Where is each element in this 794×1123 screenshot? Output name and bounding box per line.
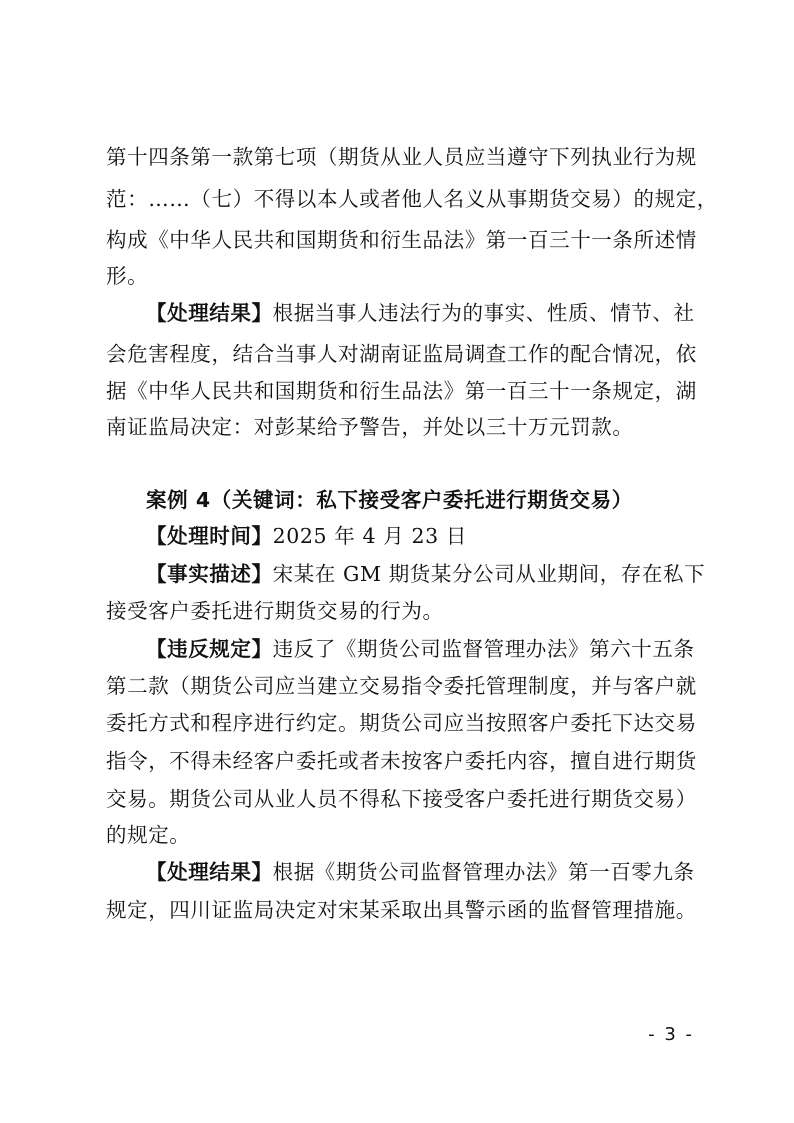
result-text: 根据《期货公司监督管理办法》第一百零九条 — [272, 860, 695, 884]
paragraph-line: 的规定。 — [106, 823, 191, 847]
paragraph-line: 形。 — [106, 264, 149, 288]
paragraph-line: 据《中华人民共和国期货和衍生品法》第一百三十一条规定，湖 — [106, 379, 697, 403]
time-value: 2025 年 4 月 23 日 — [272, 524, 467, 548]
paragraph-line: 范：……（七）不得以本人或者他人名义从事期货交易）的规定， — [106, 187, 718, 211]
result-label: 【处理结果】 — [146, 860, 273, 884]
paragraph-line: 规定，四川证监局决定对宋某采取出具警示函的监督管理措施。 — [106, 898, 697, 922]
paragraph-line: 第二款（期货公司应当建立交易指令委托管理制度，并与客户就 — [106, 674, 697, 698]
paragraph-line: 南证监局决定：对彭某给予警告，并处以三十万元罚款。 — [106, 415, 634, 439]
paragraph-line: 委托方式和程序进行约定。期货公司应当按照客户委托下达交易 — [106, 711, 697, 735]
time-label: 【处理时间】 — [146, 524, 273, 548]
time-line — [146, 517, 694, 555]
paragraph-line: 指令，不得未经客户委托或者未按客户委托内容，擅自进行期货 — [106, 749, 697, 773]
violation-label: 【违反规定】 — [146, 637, 273, 661]
violation-text: 违反了《期货公司监督管理办法》第六十五条 — [272, 637, 695, 661]
paragraph-line: 交易。期货公司从业人员不得私下接受客户委托进行期货交易） — [106, 787, 697, 811]
paragraph-line: 构成《中华人民共和国期货和衍生品法》第一百三十一条所述情 — [106, 228, 697, 252]
result-line — [146, 294, 694, 332]
paragraph-line: 会危害程度，结合当事人对湖南证监局调查工作的配合情况，依 — [106, 342, 697, 366]
result-text: 根据当事人违法行为的事实、性质、情节、社 — [272, 301, 695, 325]
paragraph-line: 接受客户委托进行期货交易的行为。 — [106, 599, 444, 623]
facts-text: 宋某在 GM 期货某分公司从业期间，存在私下 — [272, 562, 706, 586]
paragraph-line: 第十四条第一款第七项（期货从业人员应当遵守下列执业行为规 — [106, 145, 697, 169]
result-line — [146, 853, 694, 891]
facts-line — [146, 555, 706, 593]
violation-line — [146, 630, 694, 668]
facts-label: 【事实描述】 — [146, 562, 273, 586]
page-number: - 3 - — [648, 1024, 694, 1045]
result-label: 【处理结果】 — [146, 301, 273, 325]
case-title: 案例 4（关键词：私下接受客户委托进行期货交易） — [146, 488, 633, 512]
